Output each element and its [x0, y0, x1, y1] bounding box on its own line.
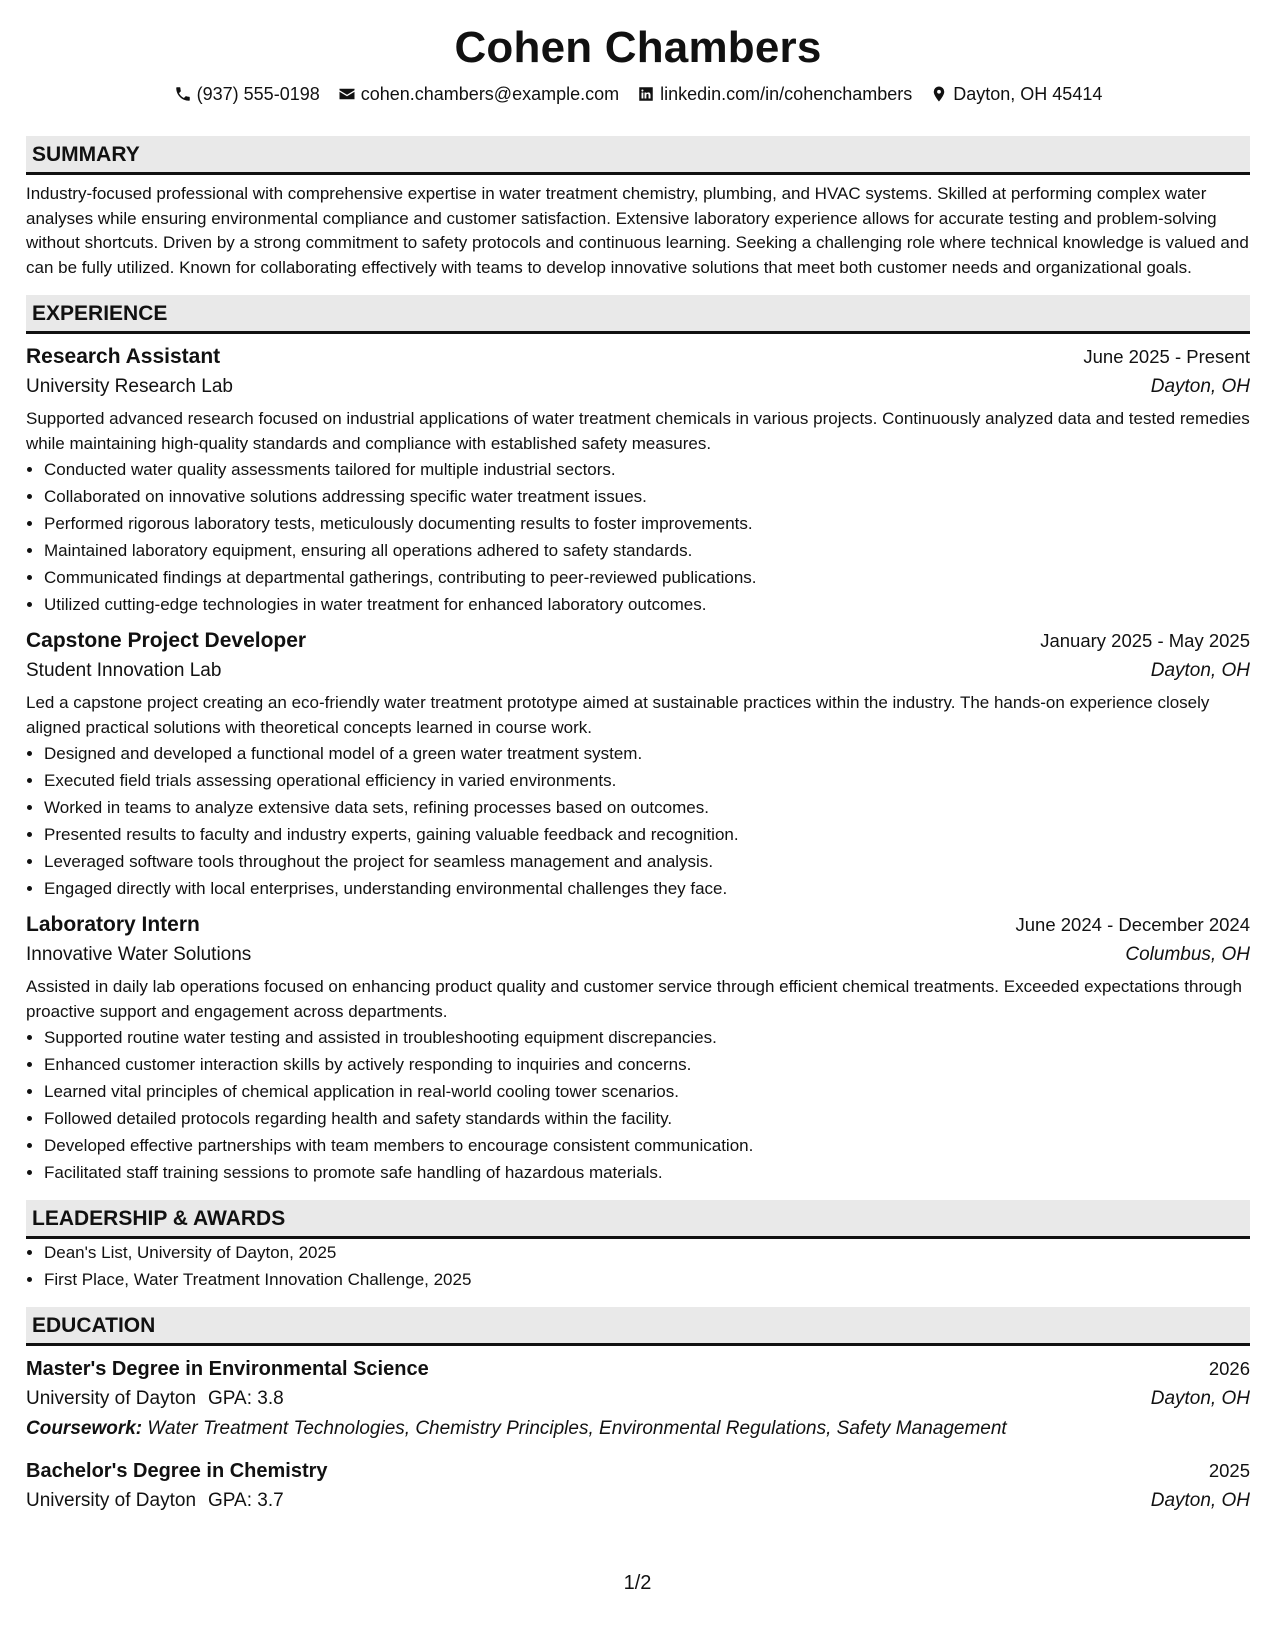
coursework-list: Water Treatment Technologies, Chemistry Principles, Environmental Regulations, Safety Management: [147, 1418, 1007, 1439]
list-item: • Leveraged software tools throughout the project for seamless management and analysis.: [44, 848, 1250, 875]
section-heading-experience: EXPERIENCE: [26, 295, 1250, 334]
job-bullets: [26, 1024, 1250, 1186]
summary-text: Industry-focused professional with comprehensive expertise in water treatment chemistry, plumbing, and HVAC systems. Skilled at performing complex water analyses while ensuring environmental compliance and customer satisfaction. Extensive laboratory experience allows for accurate testing and problem-solving without shortcuts. Driven by a strong commitment to safety protocols and continuous learning. Seeking a challenging role where technical knowledge is valued and can be fully utilized. Known for collaborating effectively with teams to develop innovative solutions that meet both customer needs and organizational goals.: [26, 184, 1249, 277]
list-item: • Worked in teams to analyze extensive data sets, refining processes based on outcomes.: [44, 794, 1250, 821]
list-item: • Dean's List, University of Dayton, 2025: [44, 1239, 1250, 1266]
education-entry: [26, 1354, 1250, 1444]
list-item: • Utilized cutting-edge technologies in water treatment for enhanced laboratory outcomes.: [44, 591, 1250, 618]
list-item: • Maintained laboratory equipment, ensuring all operations adhered to safety standards.: [44, 537, 1250, 564]
job-title: Capstone Project Developer: [26, 629, 307, 652]
job-description: Led a capstone project creating an eco-friendly water treatment prototype aimed at sustainable practices within the industry. The hands-on experience closely aligned practical solutions with theoretical concepts learned in course work.: [26, 693, 1210, 737]
resume-page: [26, 0, 1250, 1516]
page-number: 1/2: [623, 1572, 652, 1594]
phone-text: (937) 555-0198: [196, 84, 320, 104]
resume-header: [26, 0, 1250, 106]
list-item: • Enhanced customer interaction skills by actively responding to inquiries and concerns.: [44, 1051, 1250, 1078]
list-item: • Followed detailed protocols regarding health and safety standards within the facility.: [44, 1105, 1250, 1132]
gpa: GPA: 3.7: [208, 1490, 284, 1511]
section-heading-awards: LEADERSHIP & AWARDS: [26, 1200, 1250, 1239]
list-item: • Presented results to faculty and industry experts, gaining valuable feedback and recognition.: [44, 821, 1250, 848]
candidate-name: Cohen Chambers: [454, 23, 822, 72]
contact-email[interactable]: [338, 82, 619, 106]
list-item: • Facilitated staff training sessions to promote safe handling of hazardous materials.: [44, 1159, 1250, 1186]
job-location: Dayton, OH: [1150, 660, 1250, 681]
contact-linkedin[interactable]: [637, 82, 912, 106]
gpa: GPA: 3.8: [208, 1388, 284, 1409]
job-location: Dayton, OH: [1150, 376, 1250, 397]
degree-title: Bachelor's Degree in Chemistry: [26, 1460, 328, 1482]
list-item: • Communicated findings at departmental gatherings, contributing to peer-reviewed publications.: [44, 564, 1250, 591]
section-heading-education: EDUCATION: [26, 1307, 1250, 1346]
contact-bar: [26, 82, 1250, 106]
contact-phone[interactable]: [174, 82, 320, 106]
degree-year: 2025: [1208, 1460, 1250, 1481]
coursework-label: Coursework:: [26, 1418, 143, 1439]
list-item: • First Place, Water Treatment Innovation Challenge, 2025: [44, 1266, 1250, 1293]
job-entry: [26, 626, 1250, 902]
phone-icon: [174, 85, 192, 103]
school-name: University of Dayton: [26, 1388, 197, 1409]
list-item: • Executed field trials assessing operational efficiency in varied environments.: [44, 767, 1250, 794]
experience-section: [26, 295, 1250, 1186]
list-item: • Designed and developed a functional model of a green water treatment system.: [44, 740, 1250, 767]
education-section: [26, 1307, 1250, 1516]
list-item: • Collaborated on innovative solutions addressing specific water treatment issues.: [44, 483, 1250, 510]
linkedin-text: linkedin.com/in/cohenchambers: [660, 84, 913, 104]
job-entry: [26, 910, 1250, 1186]
job-bullets: [26, 740, 1250, 902]
job-date: June 2024 - December 2024: [1015, 914, 1250, 935]
job-date: June 2025 - Present: [1083, 346, 1250, 367]
school-location: Dayton, OH: [1150, 1388, 1250, 1409]
coursework: [26, 1414, 1250, 1444]
list-item: • Developed effective partnerships with team members to encourage consistent communication.: [44, 1132, 1250, 1159]
job-title: Laboratory Intern: [26, 913, 200, 936]
school-location: Dayton, OH: [1150, 1490, 1250, 1511]
job-organization: University Research Lab: [26, 376, 233, 397]
job-location: Columbus, OH: [1125, 944, 1250, 965]
list-item: • Performed rigorous laboratory tests, meticulously documenting results to foster improvements.: [44, 510, 1250, 537]
job-bullets: [26, 456, 1250, 618]
job-date: January 2025 - May 2025: [1040, 630, 1250, 651]
school-name: University of Dayton: [26, 1490, 197, 1511]
job-title: Research Assistant: [26, 345, 221, 368]
section-heading-summary: SUMMARY: [26, 136, 1250, 175]
contact-location: [930, 82, 1102, 106]
awards-section: [26, 1200, 1250, 1293]
education-entry: [26, 1456, 1250, 1516]
envelope-icon: [338, 85, 356, 103]
linkedin-icon: [637, 85, 655, 103]
email-text: cohen.chambers@example.com: [360, 84, 620, 104]
job-entry: [26, 342, 1250, 618]
degree-year: 2026: [1208, 1358, 1250, 1379]
job-organization: Innovative Water Solutions: [26, 944, 252, 965]
list-item: • Supported routine water testing and assisted in troubleshooting equipment discrepancies.: [44, 1024, 1250, 1051]
list-item: • Conducted water quality assessments tailored for multiple industrial sectors.: [44, 456, 1250, 483]
location-text: Dayton, OH 45414: [953, 84, 1103, 104]
degree-title: Master's Degree in Environmental Science: [26, 1358, 429, 1380]
job-description: Assisted in daily lab operations focused on enhancing product quality and customer service through efficient chemical treatments. Exceeded expectations through proactive support and engagement across departments.: [26, 977, 1242, 1021]
map-pin-icon: [930, 85, 948, 103]
awards-list: [26, 1239, 1250, 1293]
list-item: • Engaged directly with local enterprises, understanding environmental challenges they face.: [44, 875, 1250, 902]
job-description: Supported advanced research focused on industrial applications of water treatment chemicals in various projects. Continuously analyzed data and tested remedies while maintaining high-quality standards and compliance with established safety measures.: [26, 409, 1250, 453]
summary-section: [26, 136, 1250, 280]
job-organization: Student Innovation Lab: [26, 660, 222, 681]
list-item: • Learned vital principles of chemical application in real-world cooling tower scenarios.: [44, 1078, 1250, 1105]
